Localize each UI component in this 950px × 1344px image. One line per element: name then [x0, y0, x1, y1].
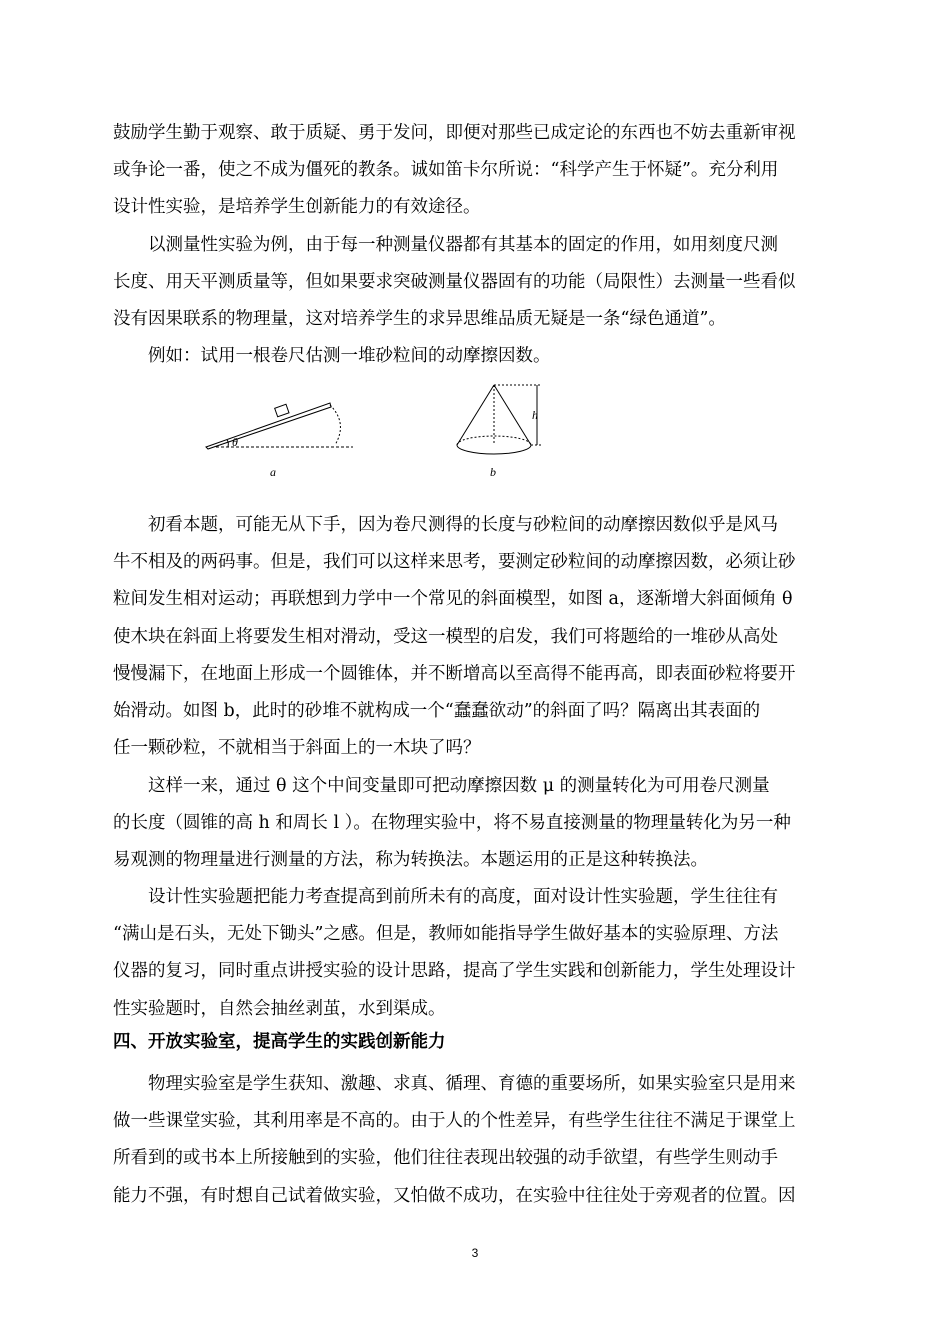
text-line: 使木块在斜面上将要发生相对滑动，受这一模型的启发，我们可将题给的一堆砂从高处	[113, 626, 778, 647]
text-line: 牛不相及的两码事。但是，我们可以这样来思考，要测定砂粒间的动摩擦因数，必须让砂	[113, 552, 796, 573]
cone-diagram	[457, 385, 542, 479]
physics-figure	[190, 383, 610, 483]
paragraph-6	[113, 879, 843, 1028]
page-number: 3	[471, 1246, 479, 1260]
text-line: 做一些课堂实验，其利用率是不高的。由于人的个性差异，有些学生往往不满足于课堂上	[113, 1111, 796, 1132]
text-line: 始滑动。如图 b，此时的砂堆不就构成一个“蠢蠢欲动”的斜面了吗？隔离出其表面的	[113, 700, 761, 721]
text-line: 设计性实验题把能力考查提高到前所未有的高度，面对设计性实验题，学生往往有	[113, 887, 778, 907]
text-line: 鼓励学生勤于观察、敢于质疑、勇于发问，即便对那些已成定论的东西也不妨去重新审视	[113, 123, 796, 143]
paragraph-5	[113, 768, 843, 880]
height-label: h	[532, 408, 538, 422]
wooden-block	[275, 404, 289, 416]
section-heading: 四、开放实验室，提高学生的实践创新能力	[113, 1032, 446, 1052]
text-line: 易观测的物理量进行测量的方法，称为转换法。本题运用的正是这种转换法。	[113, 850, 708, 871]
paragraph-1	[113, 115, 843, 227]
text-line: 的长度（圆锥的高 h 和周长 l ）。在物理实验中，将不易直接测量的物理量转化为另一种	[113, 813, 791, 834]
theta-label: θ	[232, 435, 238, 449]
text-line: 或争论一番，使之不成为僵死的教条。诚如笛卡尔所说：“科学产生于怀疑”。充分利用	[113, 160, 779, 181]
text-line: 能力不强，有时想自己试着做实验，又怕做不成功，在实验中往往处于旁观者的位置。因	[113, 1185, 796, 1206]
text-line: 长度、用天平测质量等，但如果要求突破测量仪器固有的功能（局限性）去测量一些看似	[113, 272, 796, 293]
text-line: 物理实验室是学生获知、激趣、求真、循理、育德的重要场所，如果实验室只是用来	[113, 1074, 796, 1094]
text-line: 没有因果联系的物理量，这对培养学生的求异思维品质无疑是一条“绿色通道”。	[113, 309, 726, 330]
text-line: 性实验题时，自然会抽丝剥茧，水到渠成。	[113, 998, 446, 1019]
text-line: 仪器的复习，同时重点讲授实验的设计思路，提高了学生实践和创新能力，学生处理设计	[113, 961, 796, 982]
paragraph-3	[113, 338, 843, 375]
text-line: 粒间发生相对运动；再联想到力学中一个常见的斜面模型，如图 a，逐渐增大斜面倾角 θ	[113, 589, 793, 610]
text-line: 慢慢漏下，在地面上形成一个圆锥体，并不断增高以至高得不能再高，即表面砂粒将要开	[113, 663, 796, 684]
text-line: 所看到的或书本上所接触到的实验，他们往往表现出较强的动手欲望，有些学生则动手	[113, 1148, 778, 1169]
paragraph-2	[113, 227, 843, 339]
paragraph-4	[113, 507, 843, 767]
text-line: 初看本题，可能无从下手，因为卷尺测得的长度与砂粒间的动摩擦因数似乎是风马	[113, 515, 778, 535]
cone-base-front	[457, 445, 531, 454]
angle-arc	[227, 440, 228, 447]
text-line: 设计性实验，是培养学生创新能力的有效途径。	[113, 197, 481, 218]
rotation-arc	[330, 405, 340, 445]
incline-plank	[206, 403, 331, 449]
figure-b-label: b	[490, 465, 496, 479]
paragraph-7	[113, 1066, 843, 1215]
incline-diagram	[206, 403, 353, 479]
text-line: “满山是石头，无处下锄头”之感。但是，教师如能指导学生做好基本的实验原理、方法	[113, 924, 779, 945]
text-line: 以测量性实验为例，由于每一种测量仪器都有其基本的固定的作用，如用刻度尺测	[113, 235, 778, 255]
text-line: 例如：试用一根卷尺估测一堆砂粒间的动摩擦因数。	[113, 346, 551, 366]
text-line: 任一颗砂粒，不就相当于斜面上的一木块了吗？	[113, 738, 481, 759]
text-line: 这样一来，通过 θ 这个中间变量即可把动摩擦因数 μ 的测量转化为可用卷尺测量	[113, 776, 770, 796]
figure-a-label: a	[270, 465, 276, 479]
